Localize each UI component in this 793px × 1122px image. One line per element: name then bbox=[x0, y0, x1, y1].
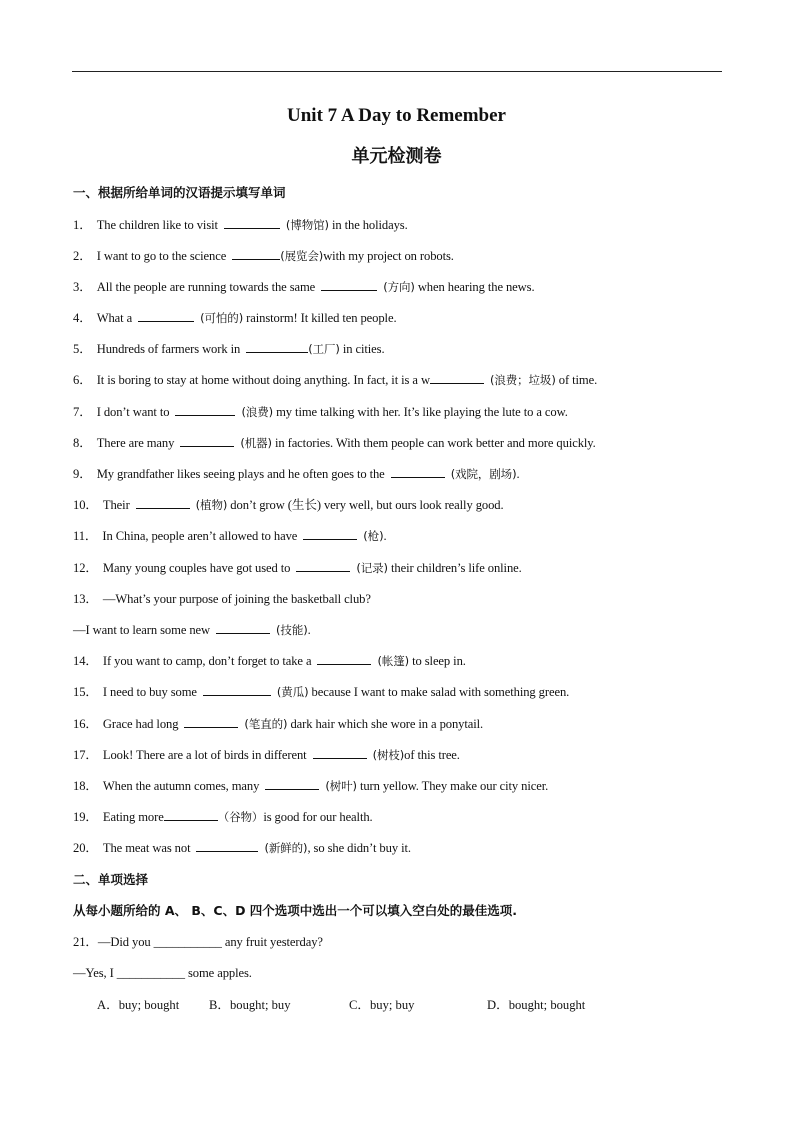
option-d[interactable]: D．bought; bought bbox=[487, 998, 586, 1012]
answer-blank[interactable] bbox=[184, 715, 238, 728]
question-21: 21．—Did you ___________ any fruit yesterday? bbox=[73, 935, 323, 949]
question-12: 12． Many young couples have got used to (记录) their children’s life online. bbox=[73, 561, 522, 575]
question-10: 10． Their (植物) don’t grow (生长) very well, but ours look really good. bbox=[73, 498, 504, 512]
question-14: 14． If you want to camp, don’t forget to take a (帐篷) to sleep in. bbox=[73, 654, 466, 668]
answer-blank[interactable] bbox=[180, 434, 234, 447]
option-b[interactable]: B．bought; buy bbox=[209, 998, 291, 1012]
answer-blank[interactable] bbox=[313, 746, 367, 759]
answer-blank[interactable] bbox=[303, 527, 357, 540]
question-18: 18． When the autumn comes, many (树叶) turn yellow. They make our city nicer. bbox=[73, 779, 549, 793]
answer-blank[interactable] bbox=[317, 652, 371, 665]
question-8: 8． There are many (机器) in factories. With them people can work better and more quickly. bbox=[73, 436, 596, 450]
question-9: 9． My grandfather likes seeing plays and he often goes to the (戏院，剧场). bbox=[73, 467, 520, 481]
answer-blank[interactable] bbox=[391, 465, 445, 478]
option-c[interactable]: C．buy; buy bbox=[349, 998, 415, 1012]
question-5: 5． Hundreds of farmers work in (工厂) in cities. bbox=[73, 342, 385, 356]
question-19: 19． Eating more （谷物）is good for our health. bbox=[73, 810, 373, 824]
question-21-response: —Yes, I ___________ some apples. bbox=[73, 966, 252, 980]
question-13: 13． —What’s your purpose of joining the basketball club? bbox=[73, 592, 371, 606]
question-16: 16． Grace had long (笔直的) dark hair which she wore in a ponytail. bbox=[73, 717, 484, 731]
question-21-options bbox=[97, 996, 585, 1014]
answer-blank[interactable] bbox=[216, 621, 270, 634]
section-1-heading: 一、根据所给单词的汉语提示填写单词 bbox=[73, 185, 286, 200]
answer-blank[interactable] bbox=[265, 777, 319, 790]
answer-blank[interactable] bbox=[224, 216, 280, 229]
answer-blank[interactable] bbox=[175, 403, 235, 416]
question-6: 6． It is boring to stay at home without doing anything. In fact, it is a w (浪费；垃圾) of time. bbox=[73, 373, 598, 387]
option-a[interactable]: A．buy; bought bbox=[97, 998, 180, 1012]
answer-blank[interactable] bbox=[136, 496, 190, 509]
question-3: 3． All the people are running towards the same (方向) when hearing the news. bbox=[73, 280, 535, 294]
page-subtitle: 单元检测卷 bbox=[351, 146, 442, 167]
answer-blank[interactable] bbox=[246, 340, 308, 353]
question-15: 15． I need to buy some (黄瓜) because I want to make salad with something green. bbox=[73, 685, 570, 699]
answer-blank[interactable] bbox=[321, 278, 377, 291]
page-title: Unit 7 A Day to Remember bbox=[287, 105, 506, 126]
question-2: 2． I want to go to the science (展览会)with my project on robots. bbox=[73, 249, 454, 263]
question-7: 7． I don’t want to (浪费) my time talking with her. It’s like playing the lute to a cow. bbox=[73, 405, 568, 419]
answer-blank[interactable] bbox=[232, 247, 280, 260]
section-2-heading: 二、单项选择 bbox=[73, 872, 149, 887]
answer-blank[interactable] bbox=[203, 683, 271, 696]
question-20: 20． The meat was not (新鲜的), so she didn’t buy it. bbox=[73, 841, 411, 855]
header-rule bbox=[72, 71, 722, 72]
answer-blank[interactable] bbox=[430, 371, 484, 384]
question-11: 11． In China, people aren’t allowed to have (枪). bbox=[73, 529, 387, 543]
answer-blank[interactable] bbox=[164, 808, 218, 821]
answer-blank[interactable] bbox=[196, 839, 258, 852]
section-2-instruction: 从每小题所给的 A、 B、C、D 四个选项中选出一个可以填入空白处的最佳选项. bbox=[73, 903, 518, 918]
answer-blank[interactable] bbox=[296, 559, 350, 572]
question-4: 4． What a (可怕的) rainstorm! It killed ten people. bbox=[73, 311, 397, 325]
question-13-answer-line: —I want to learn some new (技能). bbox=[73, 623, 311, 637]
answer-blank[interactable] bbox=[138, 309, 194, 322]
question-17: 17． Look! There are a lot of birds in different (树枝)of this tree. bbox=[73, 748, 460, 762]
question-1: 1． The children like to visit (博物馆) in the holidays. bbox=[73, 218, 408, 232]
